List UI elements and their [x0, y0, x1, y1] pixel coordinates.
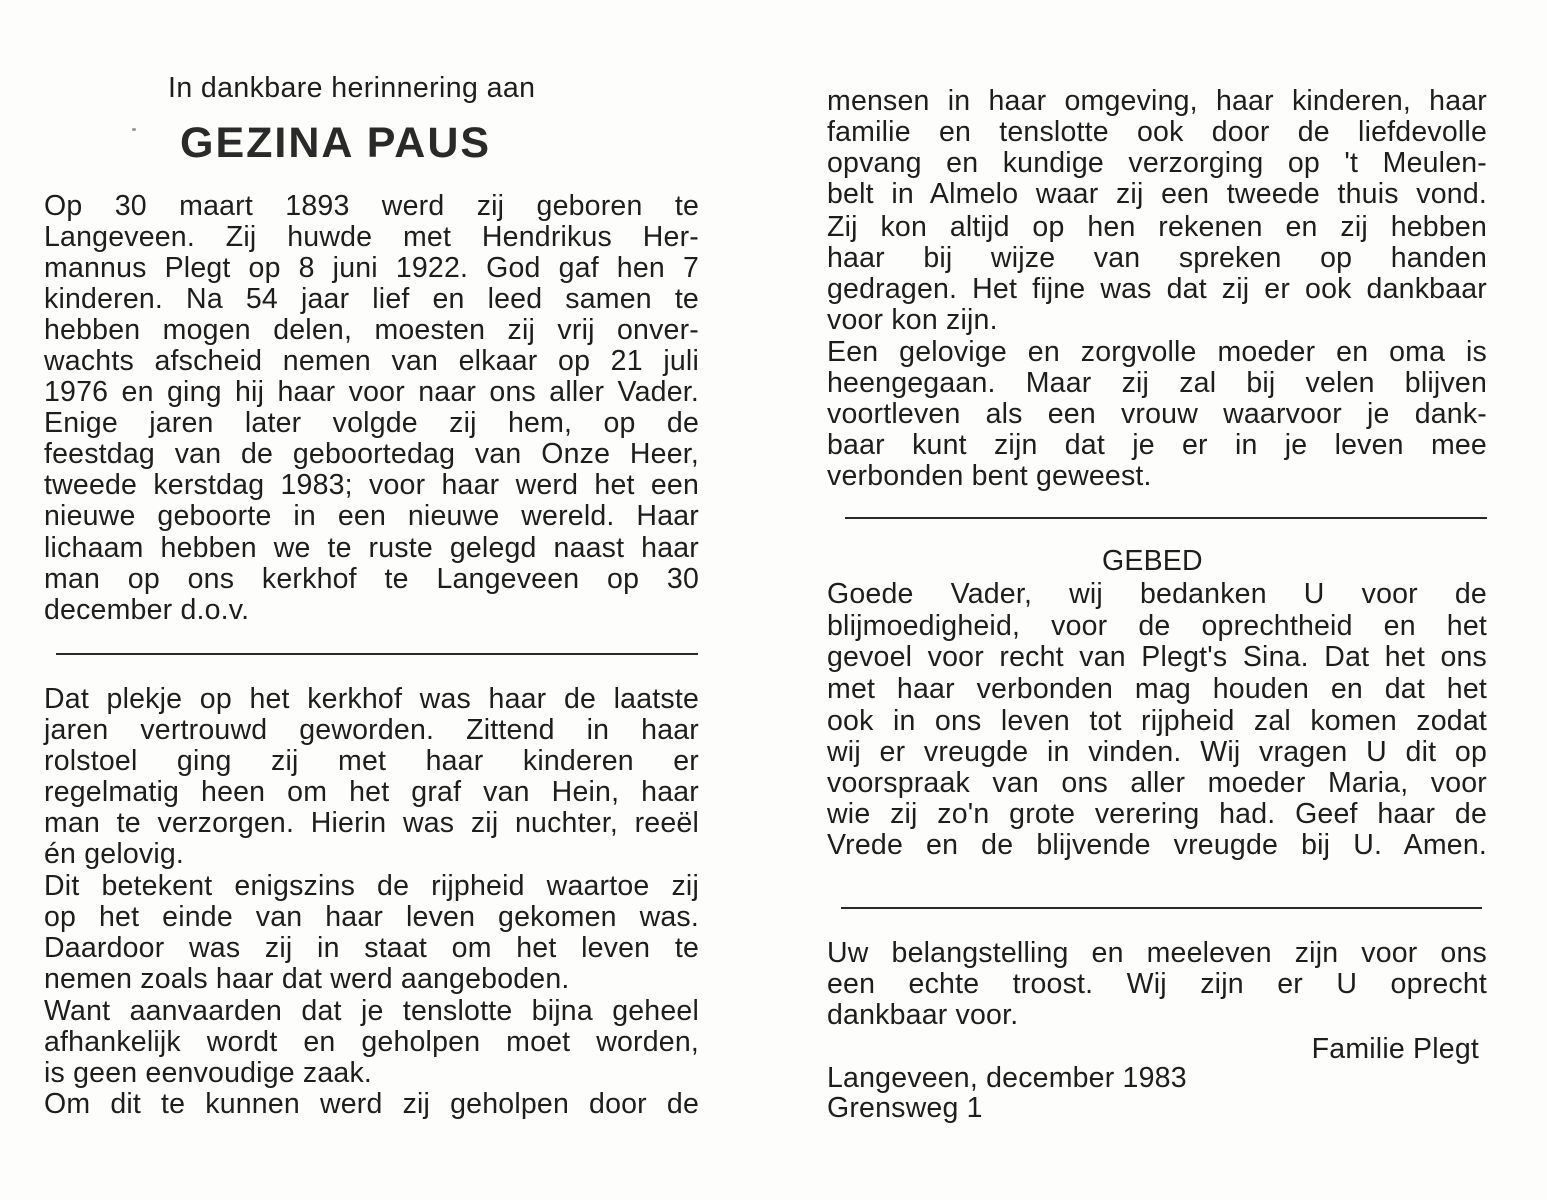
text-line: Zij kon altijd op hen rekenen en zij hebben: [827, 211, 1487, 243]
text-line: nemen zoals haar dat werd aangeboden.: [44, 963, 570, 995]
text-line: dankbaar voor.: [827, 999, 1019, 1031]
text-line: wachts afscheid nemen van elkaar op 21 juli: [44, 345, 699, 377]
prayer-title: GEBED: [1102, 545, 1203, 577]
text-line: baar kunt zijn dat je er in je leven mee: [827, 429, 1487, 461]
text-line: 1976 en ging hij haar voor naar ons aller Vader.: [44, 376, 699, 408]
text-line: Enige jaren later volgde zij hem, op de: [44, 407, 699, 439]
speck: [132, 128, 136, 131]
text-line: kinderen. Na 54 jaar lief en leed samen te: [44, 283, 699, 315]
text-line: tweede kerstdag 1983; voor haar werd het een: [44, 469, 699, 501]
text-line: december d.o.v.: [44, 594, 250, 626]
text-line: Want aanvaarden dat je tenslotte bijna geheel: [44, 995, 699, 1027]
text-line: wie zij zo'n grote verering had. Geef haar de: [827, 798, 1487, 830]
text-line: Vrede en de blijvende vreugde bij U. Amen.: [827, 829, 1487, 861]
text-line: ook in ons leven tot rijpheid zal komen zodat: [827, 705, 1487, 737]
text-line: opvang en kundige verzorging op 't Meulen-: [827, 147, 1487, 179]
text-line: voor kon zijn.: [827, 304, 998, 336]
text-line: blijmoedigheid, voor de oprechtheid en het: [827, 610, 1487, 642]
text-line: een echte troost. Wij zijn er U oprecht: [827, 968, 1487, 1000]
text-line: mannus Plegt op 8 juni 1922. God gaf hen 7: [44, 252, 699, 284]
text-line: feestdag van de geboortedag van Onze Heer,: [44, 438, 699, 470]
text-line: Op 30 maart 1893 werd zij geboren te: [44, 190, 699, 222]
text-line: afhankelijk wordt en geholpen moet worden,: [44, 1026, 699, 1058]
text-line: gevoel voor recht van Plegt's Sina. Dat het ons: [827, 641, 1487, 673]
text-line: heengegaan. Maar zij zal bij velen blijven: [827, 367, 1487, 399]
text-line: met haar verbonden mag houden en dat het: [827, 673, 1487, 705]
text-line: Goede Vader, wij bedanken U voor de: [827, 578, 1487, 610]
place-date: Langeveen, december 1983: [827, 1062, 1187, 1094]
intro-line: In dankbare herinnering aan: [168, 72, 536, 104]
text-line: lichaam hebben we te ruste gelegd naast haar: [44, 532, 699, 564]
deceased-name: GEZINA PAUS: [180, 119, 492, 167]
text-line: man op ons kerkhof te Langeveen op 30: [44, 563, 699, 595]
text-line: voortleven als een vrouw waarvoor je dank-: [827, 398, 1487, 430]
text-line: Uw belangstelling en meeleven zijn voor ons: [827, 937, 1487, 969]
text-line: haar bij wijze van spreken op handen: [827, 242, 1487, 274]
address: Grensweg 1: [827, 1092, 983, 1124]
text-line: voorspraak van ons aller moeder Maria, voor: [827, 767, 1487, 799]
text-line: Om dit te kunnen werd zij geholpen door de: [44, 1088, 699, 1120]
text-line: rolstoel ging zij met haar kinderen er: [44, 745, 699, 777]
text-line: Dit betekent enigszins de rijpheid waartoe zij: [44, 870, 699, 902]
text-line: gedragen. Het fijne was dat zij er ook dankbaar: [827, 273, 1487, 305]
text-line: man te verzorgen. Hierin was zij nuchter, reeël: [44, 807, 699, 839]
divider: [845, 517, 1487, 519]
text-line: mensen in haar omgeving, haar kinderen, haar: [827, 85, 1487, 117]
text-line: familie en tenslotte ook door de liefdevolle: [827, 116, 1487, 148]
text-line: regelmatig heen om het graf van Hein, haar: [44, 776, 699, 808]
text-line: Langeveen. Zij huwde met Hendrikus Her-: [44, 221, 699, 253]
text-line: én gelovig.: [44, 838, 185, 870]
text-line: verbonden bent geweest.: [827, 460, 1152, 492]
signature: Familie Plegt: [1311, 1033, 1479, 1065]
text-line: op het einde van haar leven gekomen was.: [44, 901, 699, 933]
text-line: is geen eenvoudige zaak.: [44, 1057, 373, 1089]
divider: [56, 653, 698, 655]
divider: [841, 907, 1482, 909]
text-line: Dat plekje op het kerkhof was haar de laatste: [44, 683, 699, 715]
text-line: wij er vreugde in vinden. Wij vragen U dit op: [827, 736, 1487, 768]
text-line: nieuwe geboorte in een nieuwe wereld. Haar: [44, 500, 699, 532]
text-line: jaren vertrouwd geworden. Zittend in haar: [44, 714, 699, 746]
text-line: belt in Almelo waar zij een tweede thuis vond.: [827, 178, 1487, 210]
text-line: Daardoor was zij in staat om het leven te: [44, 932, 699, 964]
text-line: Een gelovige en zorgvolle moeder en oma is: [827, 336, 1487, 368]
text-line: hebben mogen delen, moesten zij vrij onver-: [44, 314, 699, 346]
